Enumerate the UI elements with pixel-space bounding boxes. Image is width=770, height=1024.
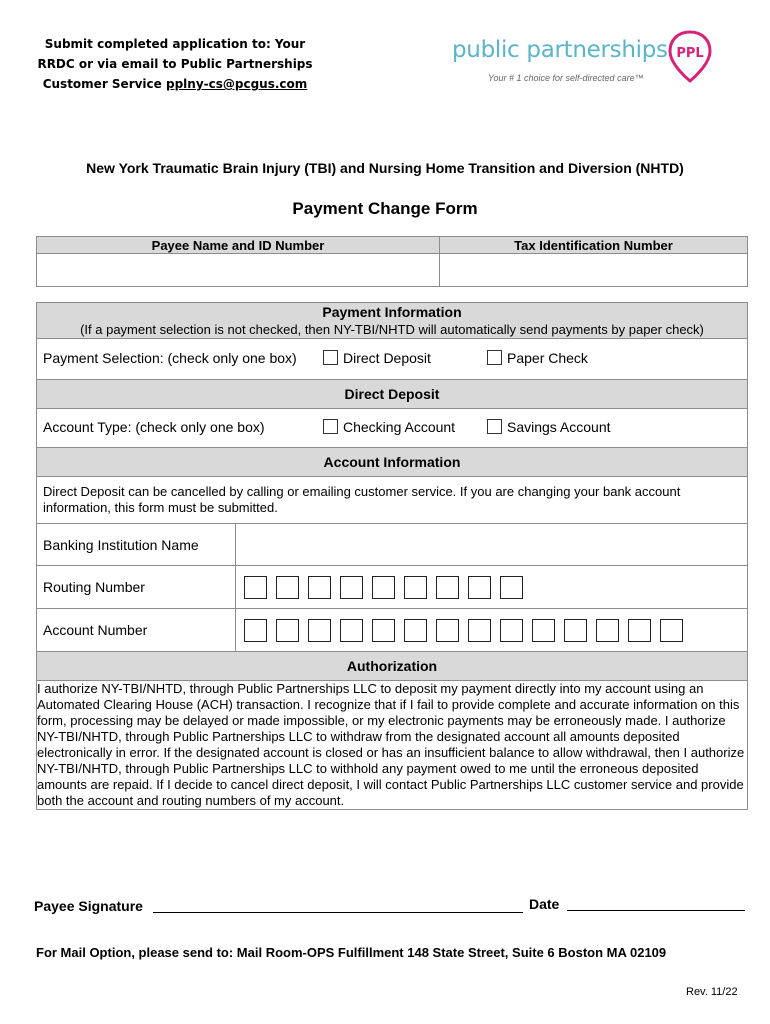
authorization-header: Authorization bbox=[37, 652, 748, 681]
form-title: Payment Change Form bbox=[292, 199, 478, 218]
routing-number-label: Routing Number bbox=[37, 566, 236, 609]
bank-name-label: Banking Institution Name bbox=[37, 524, 236, 566]
routing-digit-box[interactable] bbox=[468, 576, 491, 599]
account-digit-box[interactable] bbox=[596, 619, 619, 642]
account-type-row bbox=[37, 409, 748, 448]
routing-digit-box[interactable] bbox=[308, 576, 331, 599]
ppl-logo bbox=[452, 29, 752, 89]
ppl-pin-icon bbox=[666, 29, 714, 85]
routing-digit-box[interactable] bbox=[276, 576, 299, 599]
submit-line-3: Customer Service bbox=[42, 77, 166, 91]
submit-instructions bbox=[30, 34, 320, 94]
account-digit-box[interactable] bbox=[660, 619, 683, 642]
account-info-note: Direct Deposit can be cancelled by calling or emailing customer service. If you are changing your bank account information, this form must be submitted. bbox=[37, 477, 748, 524]
account-digit-box[interactable] bbox=[404, 619, 427, 642]
payee-signature-line[interactable] bbox=[153, 912, 523, 913]
payment-info-note: (If a payment selection is not checked, then NY-TBI/NHTD will automatically send payments by paper check) bbox=[80, 321, 704, 337]
account-digit-box[interactable] bbox=[532, 619, 555, 642]
account-digit-box[interactable] bbox=[564, 619, 587, 642]
payee-name-header: Payee Name and ID Number bbox=[37, 237, 440, 254]
payment-info-header: Payment Information bbox=[322, 303, 462, 320]
checking-account-checkbox[interactable] bbox=[323, 419, 338, 434]
account-digit-box[interactable] bbox=[468, 619, 491, 642]
account-digit-box[interactable] bbox=[436, 619, 459, 642]
tax-id-field[interactable] bbox=[440, 254, 748, 287]
account-type-label: Account Type: (check only one box) bbox=[43, 419, 265, 435]
direct-deposit-label: Direct Deposit bbox=[343, 350, 431, 366]
email-link[interactable]: pplny-cs@pcgus.com bbox=[165, 77, 308, 91]
revision-label: Rev. 11/22 bbox=[686, 986, 738, 998]
savings-account-checkbox[interactable] bbox=[487, 419, 502, 434]
paper-check-label: Paper Check bbox=[507, 350, 588, 366]
routing-digit-box[interactable] bbox=[372, 576, 395, 599]
account-digit-box[interactable] bbox=[244, 619, 267, 642]
payee-table bbox=[36, 236, 748, 287]
paper-check-checkbox[interactable] bbox=[487, 350, 502, 365]
date-line[interactable] bbox=[567, 910, 745, 911]
logo-tagline: Your # 1 choice for self-directed care™ bbox=[488, 73, 644, 83]
payment-selection-row bbox=[37, 339, 748, 380]
paper-check-option[interactable] bbox=[487, 350, 588, 366]
routing-digit-box[interactable] bbox=[340, 576, 363, 599]
mail-option-text: For Mail Option, please send to: Mail Room-OPS Fulfillment 148 State Street, Suite 6 Boston MA 02109 bbox=[36, 945, 667, 960]
account-digit-box[interactable] bbox=[276, 619, 299, 642]
tax-id-header: Tax Identification Number bbox=[440, 237, 748, 254]
payment-selection-label: Payment Selection: (check only one box) bbox=[43, 350, 297, 366]
account-info-header: Account Information bbox=[37, 448, 748, 477]
payee-signature-label: Payee Signature bbox=[34, 898, 143, 914]
bank-name-field[interactable] bbox=[236, 524, 748, 566]
direct-deposit-checkbox[interactable] bbox=[323, 350, 338, 365]
payee-name-field[interactable] bbox=[37, 254, 440, 287]
submit-line-2: RRDC or via email to Public Partnerships bbox=[37, 57, 313, 71]
savings-account-label: Savings Account bbox=[507, 419, 611, 435]
savings-account-option[interactable] bbox=[487, 419, 611, 435]
account-digit-box[interactable] bbox=[372, 619, 395, 642]
payment-info-header-cell bbox=[37, 303, 748, 339]
routing-digit-box[interactable] bbox=[404, 576, 427, 599]
logo-text: public partnerships bbox=[452, 37, 668, 63]
account-digit-box[interactable] bbox=[500, 619, 523, 642]
checking-account-option[interactable] bbox=[323, 419, 455, 435]
account-number-field[interactable] bbox=[236, 609, 748, 652]
payment-form-table bbox=[36, 302, 748, 810]
date-label: Date bbox=[529, 896, 560, 912]
account-number-label: Account Number bbox=[37, 609, 236, 652]
routing-digit-box[interactable] bbox=[436, 576, 459, 599]
direct-deposit-option[interactable] bbox=[323, 350, 431, 366]
submit-line-1: Submit completed application to: Your bbox=[44, 37, 306, 51]
direct-deposit-header: Direct Deposit bbox=[37, 380, 748, 409]
program-title: New York Traumatic Brain Injury (TBI) and Nursing Home Transition and Diversion (NHTD) bbox=[86, 160, 684, 176]
account-digit-box[interactable] bbox=[340, 619, 363, 642]
checking-account-label: Checking Account bbox=[343, 419, 456, 435]
account-digit-box[interactable] bbox=[308, 619, 331, 642]
logo-mark-text: PPL bbox=[676, 46, 704, 61]
authorization-text: I authorize NY-TBI/NHTD, through Public Partnerships LLC to deposit my payment directly into my account using an Automated Clearing House (ACH) transaction. I recognize that if I fail to provide complete and accurate information on this form, processing may be delayed or made impossible, or my electronic payments may be erroneously made. I authorize NY-TBI/NHTD, through Public Partnerships LLC to withdraw from the designated account all amounts deposited electronically in error. If the designated account is closed or has an insufficient balance to allow withdrawal, then I authorize NY-TBI/NHTD, through Public Partnerships LLC to withhold any payment owed to me until the erroneous deposited amounts are repaid. If I decide to cancel direct deposit, I will contact Public Partnerships LLC customer service and provide both the account and routing numbers of my account. bbox=[37, 681, 748, 810]
routing-digit-box[interactable] bbox=[500, 576, 523, 599]
account-digit-box[interactable] bbox=[628, 619, 651, 642]
routing-digit-box[interactable] bbox=[244, 576, 267, 599]
routing-number-field[interactable] bbox=[236, 566, 748, 609]
